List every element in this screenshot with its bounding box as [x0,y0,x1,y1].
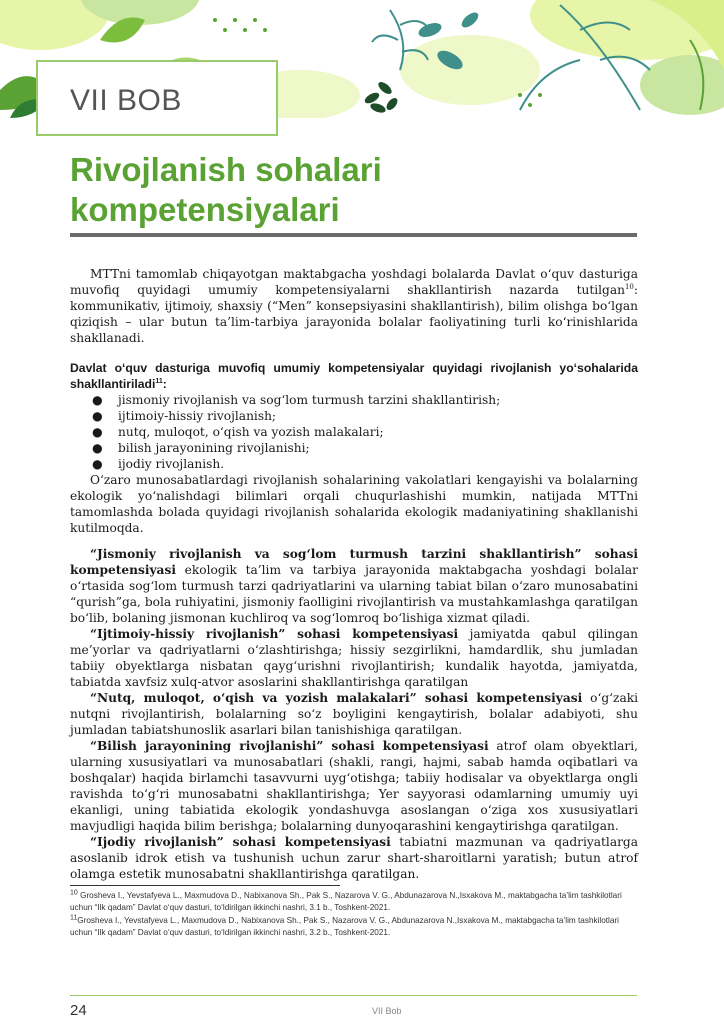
page-title [70,150,630,230]
footer-divider [70,995,637,996]
section-social-emotional: “Ijtimoiy-hissiy rivojlanish” sohasi kompetensiyasi jamiyatda qabul qilingan me’yorlar va qadriyatlarni o‘zlashtirishga; hissiy sezgirlikni, hamdardlik, shu jumladan tabiiy obyektlarga nisbatan qayg‘urishni rivojlantirish; kundalik hayotda, jamiyatda, tabiatda xavfsiz xulq-atvor asoslarini shakllantirishga qaratilgan [70,627,638,689]
footer-chapter-label: VII Bob [372,1006,402,1016]
list-item: ● ijodiy rivojlanish. [92,457,225,471]
section-creative: “Ijodiy rivojlanish” sohasi kompetensiyasi tabiatni mazmunan va qadriyatlarga asoslanib idrok etish va tushunish uchun zarur shart-sharoitlarni yaratish; butun atrof olamga estetik munosabatni shakllantirishga qaratilgan. [70,835,638,881]
body-text [70,266,638,882]
footnote-10: $^{10}$ Grosheva I., Yevstafyeva L., Maxmudova D., Nabixanova Sh., Pak S., Nazarova V. G., Abdunazarova N.,Isxakova M., maktabgacha ta’lim tashkilotlari uchun “Ilk qadam” Davlat o‘quv dasturi, to‘ldirilgan ikkinchi nashri, 3.1 b., Toshkent-2021. [70,889,622,912]
lead-statement: Davlat o‘quv dasturiga muvofiq umumiy kompetensiyalar quyidagi rivojlanish yo‘sohalarida shakllantiriladi$^{11}$: [70,361,638,391]
page-title-line-2: kompetensiyalari [70,191,340,228]
footnotes [70,890,638,940]
list-item: ● bilish jarayonining rivojlanishi; [92,441,310,455]
bullet-icon: ● [92,393,103,407]
section-speech: “Nutq, muloqot, o‘qish va yozish malakalari” sohasi kompetensiyasi o‘g‘zaki nutqni rivojlantirish, bolalarning so‘z boyligini kengaytirish, bolalar adabiyoti, shu jumladan tabiatshunoslik asarlari bilan tanishishiga qaratilgan. [70,691,638,737]
list-item: ● ijtimoiy-hissiy rivojlanish; [92,409,277,423]
footnote-divider [70,885,340,886]
section-physical: “Jismoniy rivojlanish va sog‘lom turmush tarzini shakllantirish” sohasi kompetensiyasi ekologik ta’lim va tarbiya jarayonida maktabgacha yoshdagi bolalar o‘rtasida sog‘lom turmush tarzi qadriyatlarini va ularning tabiat bilan o‘zaro munosabatini “qurish”ga, bola ruhiyatini, jismoniy faolligini rivojlantirish va mustahkamlashga qaratilgan bo‘lib, bolaning jismonan kuchliroq va sog‘lomroq bo‘lishiga xizmat qiladi. [70,547,638,625]
intro-paragraph: MTTni tamomlab chiqayotgan maktabgacha yoshdagi bolalarda Davlat o‘quv dasturiga muvofiq quyidagi umumiy kompetensiyalarni shakllantirish nazarda tutilgan$^{10}$: kommunikativ, ijtimoiy, shaxsiy (“Men” konsepsiyasini shakllantirish), bilim olishga bo‘lgan qiziqish – ular butun ta’lim-tarbiya jarayonida bolalar faoliyatining turli ko‘rinishlarida shakllanadi. [70,267,638,345]
list-item: ● jismoniy rivojlanish va sog‘lom turmush tarzini shakllantirish; [92,393,501,407]
title-divider [70,233,637,237]
bullet-icon: ● [92,425,103,439]
development-areas-list [70,392,638,472]
page-title-line-1: Rivojlanish sohalari [70,151,382,188]
page-number: 24 [70,1002,87,1019]
section-cognitive: “Bilish jarayonining rivojlanishi” sohasi kompetensiyasi atrof olam obyektlari, ularning xususiyatlari va munosabatlari (shakli, rangi, hajmi, sabab hamda oqibatlari va boshqalar) haqida birlamchi tasavvurni uyg‘otishga; tabiiy hodisalar va obyektlarga ongli ravishda to‘g‘ri munosabatni shakllantirishga; Yer sayyorasi odamlarning umumiy uyi ekanligi, uning tabiatida ekologik yondashuvga asoslangan o‘ziga xos xususiyatlari mavjudligi haqida bilim berishga; bolalarning dunyoqarashini kengaytirishga qaratilgan. [70,739,638,833]
footnote-ref-10[interactable]: 10 [624,282,634,291]
footnote-ref-11[interactable]: 11 [155,377,163,385]
chapter-label: VII BOB [70,84,182,117]
bullet-icon: ● [92,457,103,471]
bullet-icon: ● [92,441,103,455]
list-item: ● nutq, muloqot, o‘qish va yozish malakalari; [92,425,384,439]
ecology-paragraph: O‘zaro munosabatlardagi rivojlanish sohalarining vakolatlari kengayishi va bolalarning ekologik yo‘nalishdagi bilimlari orqali chuqurlashishi mumkin, natijada MTTni tamomlashda bolada quyidagi rivojlanish sohalarida ekologik madaniyatining shakllanishi kutilmoqda. [70,473,638,535]
bullet-icon: ● [92,409,103,423]
footnote-11: $^{11}$Grosheva I., Yevstafyeva L., Maxmudova D., Nabixanova Sh., Pak S., Nazarova V. G., Abdunazarova N.,Isxakova M., maktabgacha ta’lim tashkilotlari uchun “Ilk qadam” Davlat o‘quv dasturi, to‘ldirilgan ikkinchi nashri, 3.2 b., Toshkent-2021. [70,914,619,937]
